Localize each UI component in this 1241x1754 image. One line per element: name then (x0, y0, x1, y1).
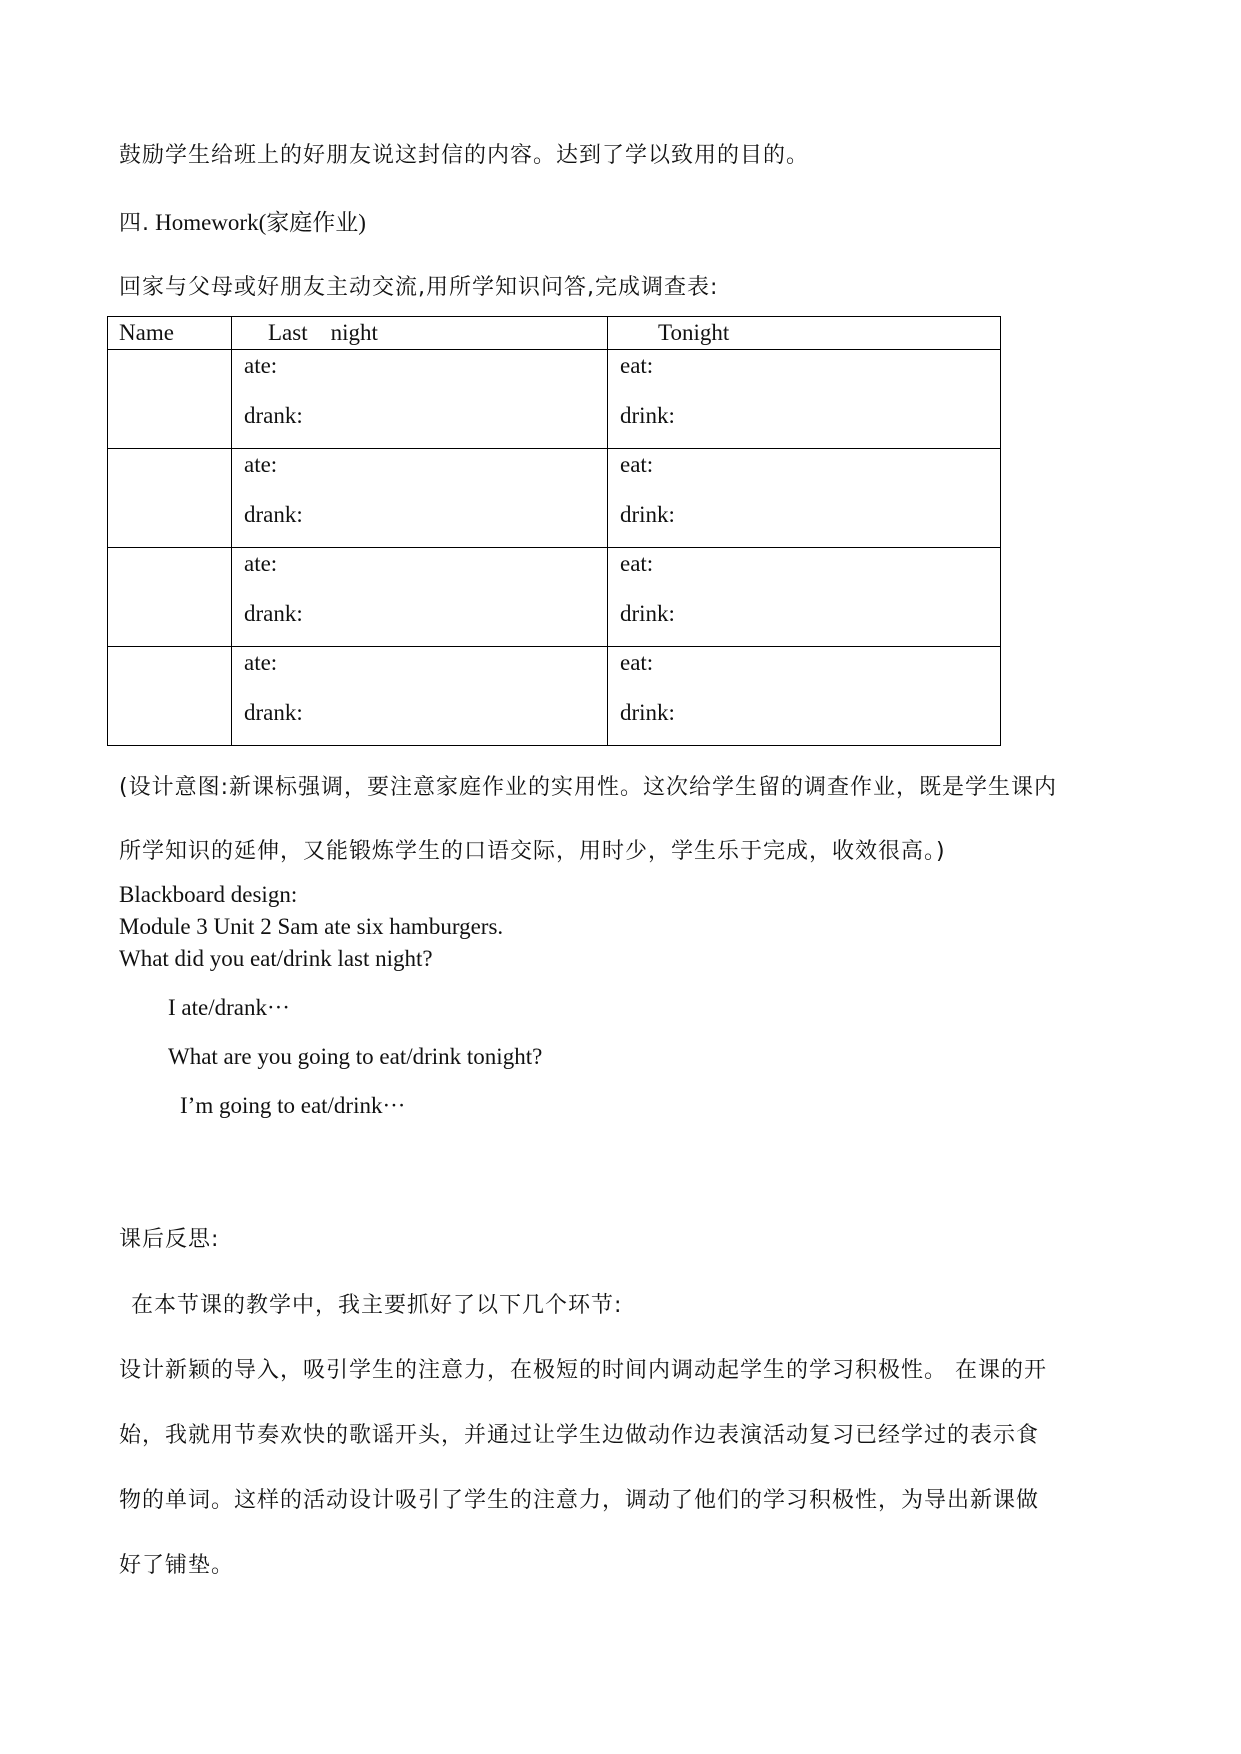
eat-label: eat: (620, 452, 654, 477)
drank-label: drank: (244, 403, 303, 428)
homework-heading (119, 204, 366, 237)
column-header-name: Name (108, 317, 232, 350)
section-number: 四. (119, 211, 150, 236)
last-night-cell[interactable] (232, 449, 608, 548)
last-night-cell[interactable] (232, 548, 608, 647)
table-row (108, 350, 1001, 449)
eat-label: eat: (620, 650, 654, 675)
intro-text: 鼓励学生给班上的好朋友说这封信的内容。达到了学以致用的目的。 (119, 143, 810, 168)
reflection-intro: 在本节课的教学中，我主要抓好了以下几个环节: (131, 1293, 623, 1318)
drink-label: drink: (620, 700, 675, 725)
reflection-para-line: 物的单词。这样的活动设计吸引了学生的注意力，调动了他们的学习积极性，为导出新课做 (119, 1488, 1040, 1513)
table-row (108, 449, 1001, 548)
eat-label: eat: (620, 353, 654, 378)
blackboard-title: Module 3 Unit 2 Sam ate six hamburgers. (119, 914, 504, 939)
column-header-tonight: Tonight (608, 317, 1001, 350)
blackboard-heading: Blackboard design: (119, 882, 298, 907)
tonight-cell[interactable] (608, 647, 1001, 746)
drink-label: drink: (620, 403, 675, 428)
reflection-para-line: 设计新颖的导入，吸引学生的注意力，在极短的时间内调动起学生的学习积极性。 在课的开 (119, 1358, 1047, 1383)
name-cell[interactable] (108, 449, 232, 548)
survey-table (107, 316, 1001, 746)
name-cell[interactable] (108, 548, 232, 647)
blackboard-answer-1: I ate/drank··· (168, 995, 290, 1020)
column-header-last-night: Last night (232, 317, 608, 350)
last-night-cell[interactable] (232, 350, 608, 449)
drink-label: drink: (620, 502, 675, 527)
drank-label: drank: (244, 601, 303, 626)
name-cell[interactable] (108, 350, 232, 449)
table-header-row (108, 317, 1001, 350)
reflection-heading: 课后反思: (119, 1227, 220, 1252)
ate-label: ate: (244, 353, 278, 378)
ate-label: ate: (244, 452, 278, 477)
ate-label: ate: (244, 650, 278, 675)
drank-label: drank: (244, 502, 303, 527)
last-night-cell[interactable] (232, 647, 608, 746)
reflection-para-line: 始，我就用节奏欢快的歌谣开头，并通过让学生边做动作边表演活动复习已经学过的表示食 (119, 1423, 1040, 1448)
table-row (108, 548, 1001, 647)
design-intent-line-2: 所学知识的延伸，又能锻炼学生的口语交际，用时少，学生乐于完成，收效很高。) (119, 839, 946, 864)
homework-instruction: 回家与父母或好朋友主动交流,用所学知识问答,完成调查表: (119, 275, 719, 300)
drink-label: drink: (620, 601, 675, 626)
drank-label: drank: (244, 700, 303, 725)
design-intent-line-1: (设计意图:新课标强调，要注意家庭作业的实用性。这次给学生留的调查作业，既是学生课内 (119, 775, 1057, 800)
blackboard-question-1: What did you eat/drink last night? (119, 946, 433, 971)
tonight-cell[interactable] (608, 449, 1001, 548)
eat-label: eat: (620, 551, 654, 576)
tonight-cell[interactable] (608, 350, 1001, 449)
name-cell[interactable] (108, 647, 232, 746)
ate-label: ate: (244, 551, 278, 576)
table-row (108, 647, 1001, 746)
blackboard-answer-2: I’m going to eat/drink··· (180, 1093, 406, 1118)
section-title: Homework(家庭作业) (155, 210, 366, 235)
tonight-cell[interactable] (608, 548, 1001, 647)
blackboard-question-2: What are you going to eat/drink tonight? (168, 1044, 543, 1069)
reflection-para-line: 好了铺垫。 (119, 1553, 235, 1578)
